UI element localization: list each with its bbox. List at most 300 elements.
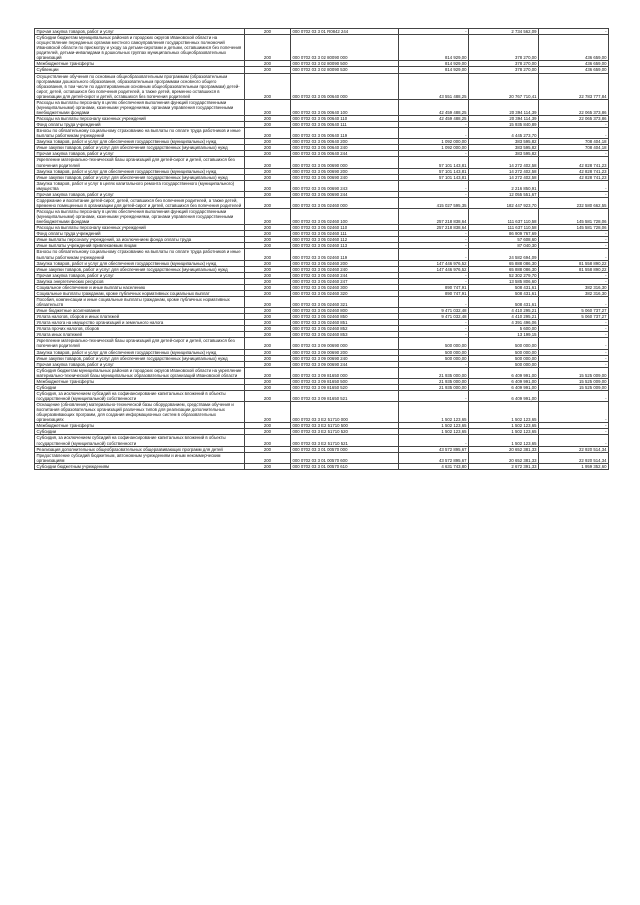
row-line-code: 200 xyxy=(245,452,291,463)
row-unexecuted-amount: 22 920 514,34 xyxy=(539,446,609,452)
row-unexecuted-amount: - xyxy=(539,338,609,349)
row-executed-amount: 1 502 123,65 xyxy=(469,435,539,446)
row-description: Уплата прочих налогов, сборов xyxy=(35,326,245,332)
row-executed-amount: 383 595,82 xyxy=(469,151,539,157)
row-unexecuted-amount: - xyxy=(539,191,609,197)
row-description: Укрепление материально-технической базы организаций для детей-сирот и детей, оставшихся без попечения родителей xyxy=(35,338,245,349)
row-line-code: 200 xyxy=(245,429,291,435)
row-approved-amount: 890 747,91 xyxy=(399,290,469,296)
row-approved-amount: - xyxy=(399,237,469,243)
row-classification-code: 000 0702 03 3 05 02460 300 xyxy=(291,284,399,290)
row-classification-code: 000 0702 03 3 02 80090 500 xyxy=(291,61,399,67)
row-approved-amount: 257 218 838,64 xyxy=(399,209,469,225)
row-executed-amount: 383 595,82 xyxy=(469,139,539,145)
row-approved-amount: 57 101 143,81 xyxy=(399,168,469,174)
row-executed-amount: 378 270,00 xyxy=(469,61,539,67)
row-unexecuted-amount: 22 065 373,86 xyxy=(539,116,609,122)
row-unexecuted-amount: 232 580 662,55 xyxy=(539,197,609,208)
row-approved-amount: 4 631 743,80 xyxy=(399,463,469,469)
row-description: Расходы на выплаты персоналу казенных учреждений xyxy=(35,225,245,231)
row-classification-code: 000 0702 03 3 05 00640 200 xyxy=(291,139,399,145)
row-unexecuted-amount: 436 659,00 xyxy=(539,35,609,61)
row-classification-code: 000 0702 03 3 05 02460 244 xyxy=(291,272,399,278)
table-row xyxy=(35,168,609,174)
row-unexecuted-amount: - xyxy=(539,231,609,237)
row-classification-code: 000 0702 03 3 05 02460 200 xyxy=(291,260,399,266)
row-executed-amount: 20 767 710,41 xyxy=(469,73,539,99)
row-unexecuted-amount: - xyxy=(539,429,609,435)
row-description: Взносы по обязательному социальному страхованию на выплаты по оплате труда работников и иные выплаты работникам учреждений xyxy=(35,128,245,139)
row-approved-amount: 1 502 123,65 xyxy=(399,423,469,429)
row-approved-amount: - xyxy=(399,191,469,197)
row-executed-amount: 4 410 295,21 xyxy=(469,308,539,314)
row-unexecuted-amount: - xyxy=(539,423,609,429)
row-approved-amount: 500 000,00 xyxy=(399,355,469,361)
row-classification-code: 000 0702 03 3 05 02460 112 xyxy=(291,237,399,243)
row-line-code: 200 xyxy=(245,367,291,378)
row-description: Уплата налога на имущество организаций и земельного налога xyxy=(35,320,245,326)
row-description: Оснащение (обновление) материально-технической базы оборудованием, средствами обучения и воспитания образовательных организаций различных типов для реализации дополнительных общеразвивающих программ, для создания информационных систем в образовательных организациях xyxy=(35,402,245,423)
row-line-code: 200 xyxy=(245,423,291,429)
row-line-code: 200 xyxy=(245,260,291,266)
row-classification-code: 000 0702 03 3 05 00640 240 xyxy=(291,145,399,151)
row-approved-amount: 42 459 488,25 xyxy=(399,99,469,115)
row-classification-code: 000 0702 03 3 05 00640 244 xyxy=(291,151,399,157)
row-description: Межбюджетные трансферты xyxy=(35,61,245,67)
row-description: Межбюджетные трансферты xyxy=(35,423,245,429)
row-executed-amount: 2 672 391,33 xyxy=(469,463,539,469)
row-unexecuted-amount: - xyxy=(539,278,609,284)
row-classification-code: 000 0702 03 3 09 81650 521 xyxy=(291,390,399,401)
row-executed-amount: 14 272 402,58 xyxy=(469,168,539,174)
row-unexecuted-amount: 382 316,30 xyxy=(539,284,609,290)
row-unexecuted-amount: 708 404,18 xyxy=(539,139,609,145)
row-line-code: 200 xyxy=(245,151,291,157)
row-description: Фонд оплаты труда учреждений xyxy=(35,122,245,128)
row-approved-amount: - xyxy=(399,296,469,307)
row-unexecuted-amount: 22 920 514,34 xyxy=(539,452,609,463)
row-executed-amount: 20 394 114,39 xyxy=(469,116,539,122)
row-unexecuted-amount: - xyxy=(539,180,609,191)
row-approved-amount: - xyxy=(399,231,469,237)
row-unexecuted-amount: - xyxy=(539,243,609,249)
row-description: Субсидия, за исключением субсидий на софинансирование капитальных вложений в объекты государственной (муниципальной) собственности xyxy=(35,390,245,401)
row-approved-amount: - xyxy=(399,326,469,332)
row-approved-amount: - xyxy=(399,390,469,401)
row-description: Взносы по обязательному социальному страхованию на выплаты по оплате труда работников и иные выплаты работникам учреждений xyxy=(35,249,245,260)
row-line-code: 200 xyxy=(245,296,291,307)
row-approved-amount: 9 471 032,48 xyxy=(399,308,469,314)
row-line-code: 200 xyxy=(245,249,291,260)
row-approved-amount: - xyxy=(399,151,469,157)
row-approved-amount: 57 101 143,81 xyxy=(399,157,469,168)
row-description: Субсидия, за исключением субсидий на софинансирование капитальных вложений в объекты государственной (муниципальной) собственности xyxy=(35,435,245,446)
row-line-code: 200 xyxy=(245,361,291,367)
row-executed-amount: 6 409 991,00 xyxy=(469,367,539,378)
row-executed-amount: 5 600,00 xyxy=(469,326,539,332)
row-executed-amount: 2 734 562,09 xyxy=(469,29,539,35)
row-executed-amount: 508 431,61 xyxy=(469,284,539,290)
row-description: Прочая закупка товаров, работ и услуг xyxy=(35,361,245,367)
row-classification-code: 000 0702 03 3 05 00690 000 xyxy=(291,157,399,168)
row-unexecuted-amount: 81 558 890,22 xyxy=(539,266,609,272)
row-executed-amount: 508 431,61 xyxy=(469,290,539,296)
row-classification-code: 000 0702 03 3 05 00640 119 xyxy=(291,128,399,139)
row-description: Закупка энергетических ресурсов xyxy=(35,278,245,284)
row-executed-amount: 12 055 551,67 xyxy=(469,191,539,197)
row-executed-amount: 500 000,00 xyxy=(469,355,539,361)
row-approved-amount: 147 446 976,52 xyxy=(399,260,469,266)
row-line-code: 200 xyxy=(245,463,291,469)
row-unexecuted-amount: 1 959 352,60 xyxy=(539,463,609,469)
row-unexecuted-amount: 22 783 777,84 xyxy=(539,73,609,99)
row-description: Субсидии xyxy=(35,429,245,435)
table-row xyxy=(35,197,609,208)
row-executed-amount: 13 585 806,60 xyxy=(469,278,539,284)
row-approved-amount: 57 101 143,81 xyxy=(399,174,469,180)
row-unexecuted-amount: - xyxy=(539,361,609,367)
row-executed-amount: 1 502 123,65 xyxy=(469,423,539,429)
row-approved-amount: 1 502 123,65 xyxy=(399,429,469,435)
row-line-code: 200 xyxy=(245,168,291,174)
row-classification-code: 000 0702 03 3 02 80090 530 xyxy=(291,67,399,73)
row-executed-amount: 500 000,00 xyxy=(469,338,539,349)
row-classification-code: 000 0702 03 3 05 02460 113 xyxy=(291,243,399,249)
row-classification-code: 000 0702 03 3 05 00690 200 xyxy=(291,168,399,174)
table-row xyxy=(35,73,609,99)
row-classification-code: 000 0702 03 3 05 02460 800 xyxy=(291,308,399,314)
row-executed-amount: 14 272 402,58 xyxy=(469,157,539,168)
row-approved-amount: - xyxy=(399,249,469,260)
row-classification-code: 000 0702 03 3 01 00570 610 xyxy=(291,463,399,469)
row-classification-code: 000 0702 03 3 09 81650 520 xyxy=(291,384,399,390)
row-description: Субсидии xyxy=(35,384,245,390)
row-unexecuted-amount: 22 065 373,86 xyxy=(539,99,609,115)
table-row xyxy=(35,349,609,355)
row-description: Прочая закупка товаров, работ и услуг xyxy=(35,151,245,157)
row-classification-code: 000 0702 03 3 05 02460 247 xyxy=(291,278,399,284)
row-line-code: 200 xyxy=(245,308,291,314)
row-description: Прочая закупка товаров, работ и услуг xyxy=(35,29,245,35)
row-description: Иные выплаты учреждений привлекаемым лицам xyxy=(35,243,245,249)
table-row xyxy=(35,338,609,349)
row-line-code: 200 xyxy=(245,122,291,128)
row-line-code: 200 xyxy=(245,402,291,423)
row-unexecuted-amount: - xyxy=(539,151,609,157)
row-unexecuted-amount: 382 316,30 xyxy=(539,290,609,296)
table-row xyxy=(35,452,609,463)
row-unexecuted-amount: - xyxy=(539,29,609,35)
row-description: Субвенции xyxy=(35,67,245,73)
row-unexecuted-amount: - xyxy=(539,122,609,128)
row-executed-amount: 500 000,00 xyxy=(469,349,539,355)
row-description: Иные закупки товаров, работ и услуг для обеспечения государственных (муниципальных) нужд xyxy=(35,266,245,272)
row-executed-amount: 378 270,00 xyxy=(469,67,539,73)
table-row xyxy=(35,99,609,115)
row-classification-code: 000 0702 03 3 05 02460 851 xyxy=(291,320,399,326)
row-description: Социальные выплаты гражданам, кроме публичных нормативных социальных выплат xyxy=(35,290,245,296)
row-executed-amount: 86 909 767,69 xyxy=(469,231,539,237)
row-classification-code: 000 0702 03 3 05 00640 000 xyxy=(291,73,399,99)
table-row xyxy=(35,284,609,290)
row-description: Пособия, компенсации и иные социальные выплаты гражданам, кроме публичных нормативных обязательств xyxy=(35,296,245,307)
row-approved-amount: 257 218 838,64 xyxy=(399,225,469,231)
row-classification-code: 000 0702 03 3 05 02460 321 xyxy=(291,296,399,307)
row-executed-amount: 6 409 991,00 xyxy=(469,378,539,384)
table-row xyxy=(35,463,609,469)
row-approved-amount: 9 471 032,48 xyxy=(399,314,469,320)
row-line-code: 200 xyxy=(245,180,291,191)
row-line-code: 200 xyxy=(245,145,291,151)
row-line-code: 200 xyxy=(245,326,291,332)
table-row xyxy=(35,145,609,151)
row-approved-amount: 890 747,91 xyxy=(399,284,469,290)
row-approved-amount: 147 446 976,52 xyxy=(399,266,469,272)
budget-execution-table xyxy=(34,28,609,470)
row-description: Содержание и воспитание детей-сирот, детей, оставшихся без попечения родителей, а также детей, временно помещенных в организации для детей-сирот и детей, оставшихся без попечения родителей xyxy=(35,197,245,208)
row-line-code: 200 xyxy=(245,116,291,122)
row-line-code: 200 xyxy=(245,266,291,272)
table-row xyxy=(35,266,609,272)
row-line-code: 200 xyxy=(245,139,291,145)
row-line-code: 200 xyxy=(245,384,291,390)
row-executed-amount: 383 595,82 xyxy=(469,145,539,151)
table-row xyxy=(35,157,609,168)
row-executed-amount: 111 637 110,58 xyxy=(469,225,539,231)
row-description: Закупка товаров, работ и услуг для обеспечения государственных (муниципальных) нужд xyxy=(35,168,245,174)
row-executed-amount: 2 216 850,91 xyxy=(469,180,539,191)
row-line-code: 200 xyxy=(245,174,291,180)
row-classification-code: 000 0702 03 3 05 00690 243 xyxy=(291,180,399,191)
row-line-code: 200 xyxy=(245,209,291,225)
table-row xyxy=(35,290,609,296)
table-row xyxy=(35,390,609,401)
row-line-code: 200 xyxy=(245,231,291,237)
row-approved-amount: 1 092 000,00 xyxy=(399,139,469,145)
row-classification-code: 000 0702 03 3 05 00640 110 xyxy=(291,116,399,122)
table-row xyxy=(35,243,609,249)
table-row xyxy=(35,139,609,145)
row-line-code: 200 xyxy=(245,157,291,168)
row-classification-code: 000 0702 03 3 05 02460 111 xyxy=(291,231,399,237)
row-line-code: 200 xyxy=(245,225,291,231)
row-executed-amount: 378 270,00 xyxy=(469,35,539,61)
row-executed-amount: 6 409 991,00 xyxy=(469,384,539,390)
table-row xyxy=(35,249,609,260)
row-executed-amount: 182 447 923,70 xyxy=(469,197,539,208)
row-classification-code: 000 0702 03 3 01 00570 000 xyxy=(291,446,399,452)
row-classification-code: 000 0702 03 3 05 00640 100 xyxy=(291,99,399,115)
row-classification-code: 000 0702 03 3 05 02460 000 xyxy=(291,197,399,208)
row-line-code: 200 xyxy=(245,243,291,249)
row-description: Прочая закупка товаров, работ и услуг xyxy=(35,272,245,278)
row-classification-code: 000 0702 03 3 09 00690 240 xyxy=(291,355,399,361)
row-classification-code: 000 0702 03 3 09 00690 200 xyxy=(291,349,399,355)
row-unexecuted-amount: 15 525 009,00 xyxy=(539,384,609,390)
row-classification-code: 000 0702 03 3 05 02460 100 xyxy=(291,209,399,225)
row-executed-amount: 508 431,61 xyxy=(469,296,539,307)
table-row xyxy=(35,355,609,361)
table-row xyxy=(35,174,609,180)
row-line-code: 200 xyxy=(245,35,291,61)
row-approved-amount: 1 502 123,65 xyxy=(399,402,469,423)
row-line-code: 200 xyxy=(245,355,291,361)
row-line-code: 200 xyxy=(245,61,291,67)
row-executed-amount: 4 410 295,21 xyxy=(469,314,539,320)
row-approved-amount: - xyxy=(399,243,469,249)
row-description: Предоставление субсидий бюджетным, автономным учреждениям и иным некоммерческим организациям xyxy=(35,452,245,463)
row-line-code: 200 xyxy=(245,390,291,401)
row-description: Межбюджетные трансферты xyxy=(35,378,245,384)
row-description: Расходы на выплаты персоналу в целях обеспечения выполнения функций государственными (муниципальными) органами, казенными учреждениями, органами управления государственными внебюджетными фондами xyxy=(35,209,245,225)
row-unexecuted-amount: - xyxy=(539,296,609,307)
table-row xyxy=(35,237,609,243)
row-classification-code: 000 0702 03 3 05 02460 240 xyxy=(291,266,399,272)
row-unexecuted-amount: 5 060 737,27 xyxy=(539,308,609,314)
row-approved-amount: 42 459 488,25 xyxy=(399,116,469,122)
row-approved-amount: 43 572 895,67 xyxy=(399,452,469,463)
row-classification-code: 000 0702 03 3 01 R0842 244 xyxy=(291,29,399,35)
row-executed-amount: 52 302 279,70 xyxy=(469,272,539,278)
row-line-code: 200 xyxy=(245,320,291,326)
row-description: Иные бюджетные ассигнования xyxy=(35,308,245,314)
row-unexecuted-amount: - xyxy=(539,402,609,423)
row-description: Иные закупки товаров, работ и услуг для обеспечения государственных (муниципальных) нужд xyxy=(35,145,245,151)
row-line-code: 200 xyxy=(245,378,291,384)
row-line-code: 200 xyxy=(245,73,291,99)
row-unexecuted-amount: - xyxy=(539,435,609,446)
row-approved-amount: 415 027 595,35 xyxy=(399,197,469,208)
row-executed-amount: 20 394 114,39 xyxy=(469,99,539,115)
row-approved-amount: 43 551 488,25 xyxy=(399,73,469,99)
row-approved-amount: - xyxy=(399,332,469,338)
row-approved-amount: 1 092 000,00 xyxy=(399,145,469,151)
row-executed-amount: 1 502 123,65 xyxy=(469,402,539,423)
table-row xyxy=(35,225,609,231)
table-row xyxy=(35,128,609,139)
row-approved-amount: - xyxy=(399,122,469,128)
table-row xyxy=(35,35,609,61)
table-row xyxy=(35,320,609,326)
row-approved-amount: 814 929,00 xyxy=(399,61,469,67)
row-unexecuted-amount: 436 659,00 xyxy=(539,61,609,67)
row-approved-amount: - xyxy=(399,128,469,139)
row-description: Субсидии бюджетам муниципальных районов и городских округов Ивановской области на осуществление переданных органам местного самоуправления государственных полномочий Ивановской области по присмотру и уходу за детьми-сиротами и детьми, оставшимися без попечения родителей, детьми-инвалидами в дошкольных группах муниципальных общеобразовательных организаций xyxy=(35,35,245,61)
row-description: Расходы на выплаты персоналу казенных учреждений xyxy=(35,116,245,122)
row-executed-amount: 6 409 991,00 xyxy=(469,390,539,401)
row-classification-code: 000 0702 03 3 05 02460 852 xyxy=(291,326,399,332)
table-row xyxy=(35,367,609,378)
row-executed-amount: 500 000,00 xyxy=(469,361,539,367)
row-approved-amount: - xyxy=(399,435,469,446)
table-row xyxy=(35,116,609,122)
row-approved-amount: - xyxy=(399,272,469,278)
row-description: Укрепление материально-технической базы организаций для детей-сирот и детей, оставшихся без попечения родителей xyxy=(35,157,245,168)
row-approved-amount: 21 935 000,00 xyxy=(399,367,469,378)
row-line-code: 200 xyxy=(245,446,291,452)
row-unexecuted-amount: - xyxy=(539,237,609,243)
row-classification-code: 000 0702 03 3 E2 51710 521 xyxy=(291,435,399,446)
row-unexecuted-amount: 145 581 728,06 xyxy=(539,209,609,225)
row-classification-code: 000 0702 03 3 05 02460 110 xyxy=(291,225,399,231)
row-description: Уплата иных платежей xyxy=(35,332,245,338)
row-executed-amount: 4 391 496,06 xyxy=(469,320,539,326)
row-classification-code: 000 0702 03 3 05 00640 111 xyxy=(291,122,399,128)
row-approved-amount: - xyxy=(399,361,469,367)
row-description: Социальное обеспечение и иные выплаты населению xyxy=(35,284,245,290)
row-line-code: 200 xyxy=(245,67,291,73)
row-executed-amount: 4 445 273,70 xyxy=(469,128,539,139)
row-executed-amount: 65 888 086,30 xyxy=(469,266,539,272)
row-unexecuted-amount: - xyxy=(539,349,609,355)
row-approved-amount: 814 929,00 xyxy=(399,35,469,61)
row-line-code: 200 xyxy=(245,99,291,115)
row-classification-code: 000 0702 03 3 05 02460 850 xyxy=(291,314,399,320)
row-description: Прочая закупка товаров, работ и услуг xyxy=(35,191,245,197)
row-unexecuted-amount: 708 404,18 xyxy=(539,145,609,151)
row-description: Субсидия бюджетам муниципальных районов и городских округов Ивановской области на укрепление материально-технической базы муниципальных образовательных организаций Ивановской области xyxy=(35,367,245,378)
row-description: Реализация дополнительных общеобразовательных общеразвивающих программ для детей xyxy=(35,446,245,452)
row-approved-amount: 500 000,00 xyxy=(399,338,469,349)
row-line-code: 200 xyxy=(245,197,291,208)
row-description: Уплата налогов, сборов и иных платежей xyxy=(35,314,245,320)
row-unexecuted-amount: - xyxy=(539,355,609,361)
row-unexecuted-amount: 5 060 737,27 xyxy=(539,314,609,320)
row-approved-amount: 500 000,00 xyxy=(399,349,469,355)
row-description: Иные выплаты персоналу учреждений, за исключением фонда оплаты труда xyxy=(35,237,245,243)
row-executed-amount: 20 652 381,33 xyxy=(469,452,539,463)
row-executed-amount: 14 272 402,58 xyxy=(469,174,539,180)
row-approved-amount: - xyxy=(399,29,469,35)
row-description: Расходы на выплаты персоналу в целях обеспечения выполнения функций государственными (муниципальными) органами, казенными учреждениями, органами управления государственными внебюджетными фондами xyxy=(35,99,245,115)
row-description: Фонд оплаты труда учреждений xyxy=(35,231,245,237)
row-line-code: 200 xyxy=(245,278,291,284)
row-unexecuted-amount: 15 525 009,00 xyxy=(539,378,609,384)
row-executed-amount: 87 040,30 xyxy=(469,243,539,249)
row-unexecuted-amount: - xyxy=(539,390,609,401)
row-line-code: 200 xyxy=(245,349,291,355)
row-approved-amount: 21 935 000,00 xyxy=(399,378,469,384)
row-unexecuted-amount: 42 828 741,23 xyxy=(539,174,609,180)
row-approved-amount: 814 929,00 xyxy=(399,67,469,73)
row-unexecuted-amount: - xyxy=(539,320,609,326)
table-row xyxy=(35,435,609,446)
row-description: Закупка товаров, работ и услуг для обеспечения государственных (муниципальных) нужд xyxy=(35,349,245,355)
row-executed-amount: 1 502 123,65 xyxy=(469,429,539,435)
row-approved-amount: - xyxy=(399,180,469,191)
row-description: Закупка товаров, работ и услуг для обеспечения государственных (муниципальных) нужд xyxy=(35,139,245,145)
row-description: Закупка товаров, работ и услуг для обеспечения государственных (муниципальных) нужд xyxy=(35,260,245,266)
row-executed-amount: 65 888 086,30 xyxy=(469,260,539,266)
row-description: Закупка товаров, работ и услуг в целях капитального ремонта государственного (муниципального) имущества xyxy=(35,180,245,191)
row-description: Субсидии бюджетным учреждениям xyxy=(35,463,245,469)
row-approved-amount: - xyxy=(399,278,469,284)
row-classification-code: 000 0702 03 3 01 00570 600 xyxy=(291,452,399,463)
row-classification-code: 000 0702 03 3 09 00690 244 xyxy=(291,361,399,367)
row-classification-code: 000 0702 03 3 09 81650 000 xyxy=(291,367,399,378)
row-classification-code: 000 0702 03 3 E2 51710 500 xyxy=(291,423,399,429)
row-line-code: 200 xyxy=(245,191,291,197)
row-approved-amount: 21 935 000,00 xyxy=(399,384,469,390)
row-executed-amount: 20 652 381,33 xyxy=(469,446,539,452)
row-unexecuted-amount: - xyxy=(539,326,609,332)
row-classification-code: 000 0702 03 3 09 81650 500 xyxy=(291,378,399,384)
row-line-code: 200 xyxy=(245,284,291,290)
row-approved-amount: - xyxy=(399,320,469,326)
row-line-code: 200 xyxy=(245,29,291,35)
row-description: Иные закупки товаров, работ и услуг для обеспечения государственных (муниципальных) нужд xyxy=(35,355,245,361)
table-row xyxy=(35,260,609,266)
